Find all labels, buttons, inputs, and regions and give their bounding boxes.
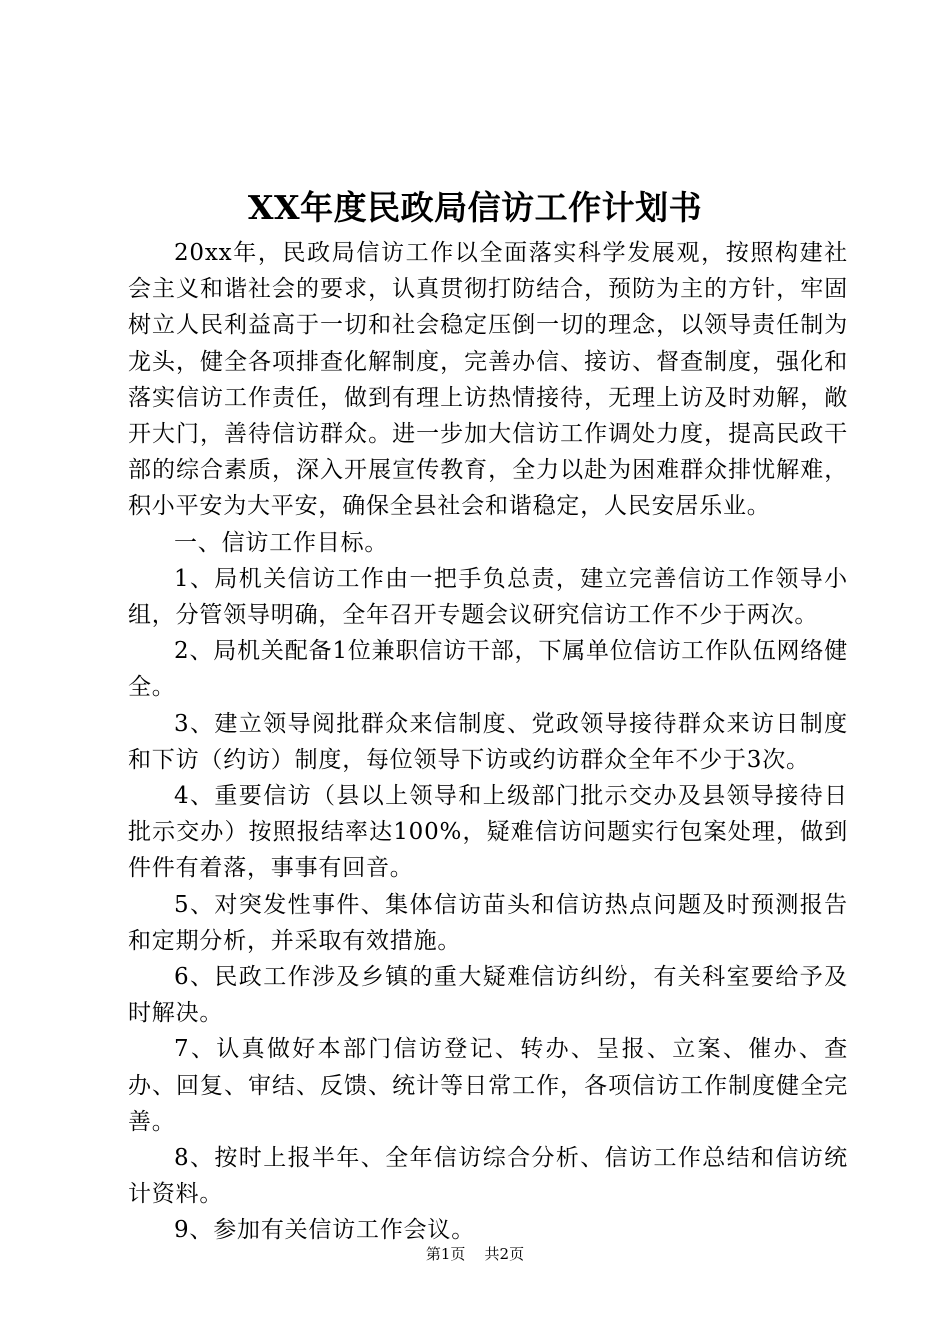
list-item: 4、重要信访（县以上领导和上级部门批示交办及县领导接待日批示交办）按照报结率达100%，疑难信访问题实行包案处理，做到件件有着落，事事有回音。 [128, 783, 848, 882]
intro-paragraph: 20xx年，民政局信访工作以全面落实科学发展观，按照构建社会主义和谐社会的要求，认真贯彻打防结合，预防为主的方针，牢固树立人民利益高于一切和社会稳定压倒一切的理念，以领导责任制为龙头，健全各项排查化解制度，完善办信、接访、督查制度，强化和落实信访工作责任，做到有理上访热情接待，无理上访及时劝解，敞开大门，善待信访群众。进一步加大信访工作调处力度，提高民政干部的综合素质，深入开展宣传教育，全力以赴为困难群众排忧解难，积小平安为大平安，确保全县社会和谐稳定，人民安居乐业。 [128, 240, 848, 520]
document-title: XX年度民政局信访工作计划书 [247, 188, 703, 227]
list-item: 1、局机关信访工作由一把手负总责，建立完善信访工作领导小组，分管领导明确，全年召开专题会议研究信访工作不少于两次。 [128, 565, 848, 629]
footer-separator [470, 1245, 480, 1263]
list-item: 3、建立领导阅批群众来信制度、党政领导接待群众来访日制度和下访（约访）制度，每位领导下访或约访群众全年不少于3次。 [128, 710, 848, 773]
list-item: 9、参加有关信访工作会议。 [174, 1217, 476, 1244]
list-item: 6、民政工作涉及乡镇的重大疑难信访纠纷，有关科室要给予及时解决。 [128, 964, 848, 1027]
section-heading: 一、信访工作目标。 [174, 529, 389, 556]
page-number: 第1页 [425, 1245, 466, 1263]
document-body [128, 235, 848, 1249]
list-item: 8、按时上报半年、全年信访综合分析、信访工作总结和信访统计资料。 [128, 1145, 848, 1208]
page-footer [0, 1244, 950, 1264]
page-total: 共2页 [484, 1245, 525, 1263]
list-item: 5、对突发性事件、集体信访苗头和信访热点问题及时预测报告和定期分析，并采取有效措施。 [128, 891, 848, 954]
list-item: 2、局机关配备1位兼职信访干部，下属单位信访工作队伍网络健全。 [128, 638, 848, 701]
list-item: 7、认真做好本部门信访登记、转办、呈报、立案、催办、查办、回复、审结、反馈、统计等日常工作，各项信访工作制度健全完善。 [128, 1036, 848, 1135]
